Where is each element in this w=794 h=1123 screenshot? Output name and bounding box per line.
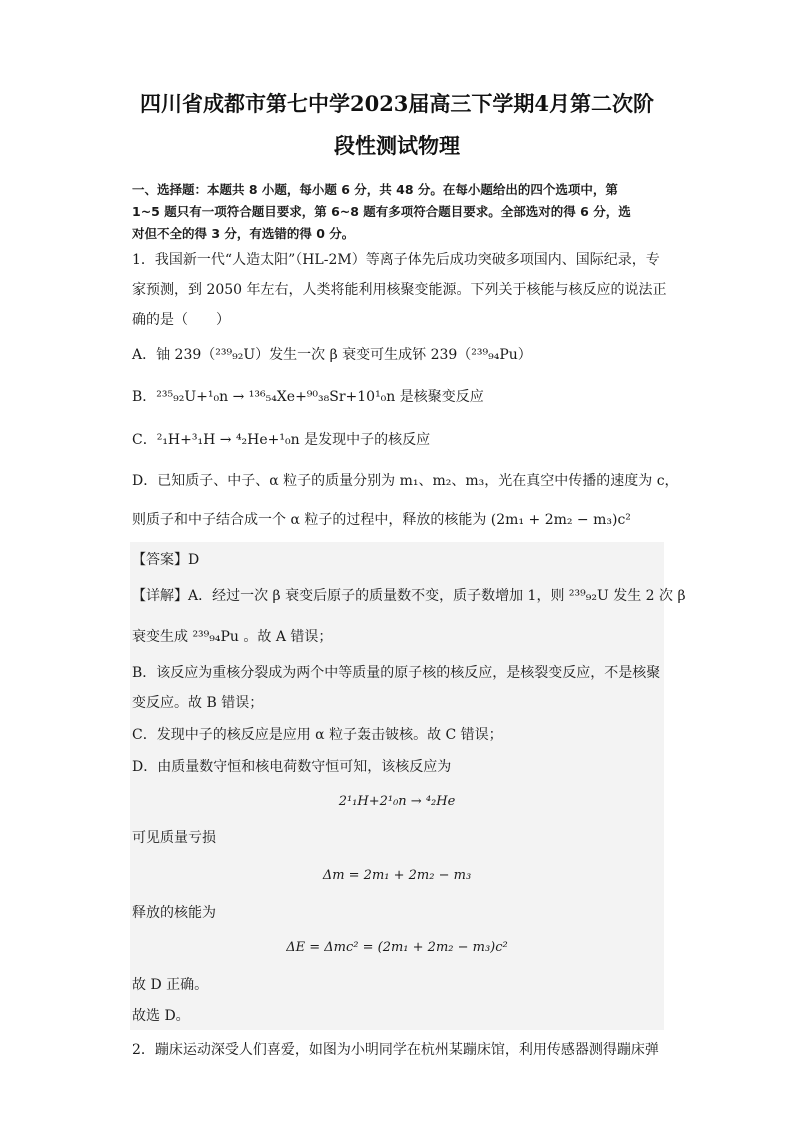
section-instructions-line3: 对但不全的得 3 分，有选错的得 0 分。 [132, 226, 355, 241]
explanation-d-intro: D．由质量数守恒和核电荷数守恒可知，该核反应为 [132, 759, 452, 775]
question-1-stem-line3: 确的是（ ） [132, 312, 230, 328]
explanation-a-line2: 衰变生成 ²³⁹₉₄Pu 。故 A 错误； [132, 629, 333, 645]
question-1-option-d-line2: 则质子和中子结合成一个 α 粒子的过程中，释放的核能为 (2m₁ + 2m₂ − m₃)c² [132, 512, 631, 528]
question-1-stem-line2: 家预测，到 2050 年左右，人类将能利用核聚变能源。下列关于核能与核反应的说法正 [132, 282, 667, 298]
document-title-line1: 四川省成都市第七中学2023届高三下学期4月第二次阶 [139, 91, 655, 116]
explanation-b-line1: B．该反应为重核分裂成为两个中等质量的原子核的核反应，是核裂变反应，不是核聚 [132, 665, 661, 681]
section-instructions-line1: 一、选择题：本题共 8 小题，每小题 6 分，共 48 分。在每小题给出的四个选项中，第 [132, 182, 618, 197]
question-1-option-d-line1: D．已知质子、中子、α 粒子的质量分别为 m₁、m₂、m₃，光在真空中传播的速度为 c， [132, 473, 679, 489]
document-title-line2: 段性测试物理 [334, 133, 460, 158]
final-choice: 故选 D。 [132, 1008, 190, 1024]
section-instructions-line2: 1~5 题只有一项符合题目要求，第 6~8 题有多项符合题目要求。全部选对的得 6 分，选 [132, 204, 631, 219]
question-2-stem-line1: 2．蹦床运动深受人们喜爱，如图为小明同学在杭州某蹦床馆，利用传感器测得蹦床弹 [132, 1042, 659, 1058]
released-energy-label: 释放的核能为 [132, 905, 216, 921]
question-1-option-a: A．铀 239（²³⁹₉₂U）发生一次 β 衰变可生成钚 239（²³⁹₉₄Pu） [132, 347, 532, 363]
question-1-option-b: B．²³⁵₉₂U+¹₀n → ¹³⁶₅₄Xe+⁹⁰₃₈Sr+10¹₀n 是核聚变反应 [132, 389, 484, 405]
question-1-option-c: C．²₁H+³₁H → ⁴₂He+¹₀n 是发现中子的核反应 [132, 432, 431, 448]
question-1-stem-line1: 1．我国新一代“人造太阳”（HL-2M）等离子体先后成功突破多项国内、国际纪录，专 [132, 252, 660, 268]
explanation-a-line1: 【详解】A．经过一次 β 衰变后原子的质量数不变，质子数增加 1，则 ²³⁹₉₂U 发生 2 次 β [132, 588, 686, 604]
mass-loss-label: 可见质量亏损 [132, 830, 216, 846]
equation-mass-defect: Δm = 2m₁ + 2m₂ − m₃ [322, 868, 472, 883]
answer-label: 【答案】D [132, 552, 200, 568]
equation-binding-energy: ΔE = Δmc² = (2m₁ + 2m₂ − m₃)c² [286, 940, 508, 955]
explanation-b-line2: 变反应。故 B 错误； [132, 695, 264, 711]
explanation-c: C．发现中子的核反应是应用 α 粒子轰击铍核。故 C 错误； [132, 727, 503, 743]
equation-nuclear-reaction: 2¹₁H+2¹₀n → ⁴₂He [338, 794, 456, 809]
explanation-d-correct: 故 D 正确。 [132, 977, 209, 993]
